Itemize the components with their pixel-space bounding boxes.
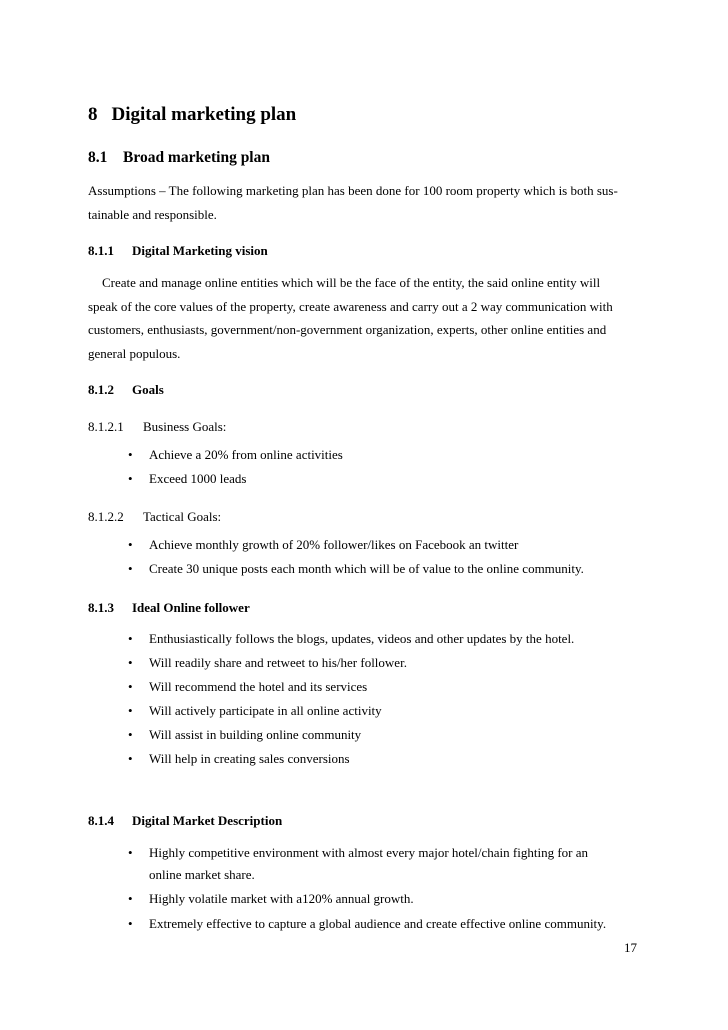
vision-line-1: Create and manage online entities which will be the face of the entity, the said online entity will [102,275,601,290]
section-heading-8-1-2 [88,382,164,398]
bullet-icon: • [128,916,133,931]
list-item: Enthusiastically follows the blogs, updates, videos and other updates by the hotel. [149,631,575,646]
bullet-icon: • [128,537,133,552]
page-number: 17 [624,940,637,955]
bullet-icon: • [128,727,133,742]
section-number: 8.1.1 [88,243,114,258]
vision-line-3: customers, enthusiasts, government/non-government organization, experts, other online entities and [88,322,607,337]
section-heading-8-1-3 [88,600,250,616]
list-item: Achieve monthly growth of 20% follower/likes on Facebook an twitter [149,537,519,552]
subsection-heading-8-1-2-2 [88,509,221,525]
bullet-icon: • [128,845,133,860]
bullet-icon: • [128,891,133,906]
bullet-icon: • [128,561,133,576]
section-number: 8.1.4 [88,813,114,828]
list-item: Create 30 unique posts each month which will be of value to the online community. [149,561,584,576]
subsection-title: Tactical Goals: [143,509,222,524]
section-number: 8.1 [88,149,108,166]
bullet-icon: • [128,447,133,462]
section-heading-8-1-1 [88,243,268,259]
section-title: Digital Marketing vision [132,243,268,258]
list-item: Will readily share and retweet to his/her follower. [149,655,407,670]
section-number: 8.1.2 [88,382,114,397]
bullet-icon: • [128,471,133,486]
chapter-title: Digital marketing plan [111,104,297,125]
chapter-heading [88,104,296,126]
bullet-icon: • [128,751,133,766]
list-item: Will help in creating sales conversions [149,751,350,766]
assumptions-line-1: Assumptions – The following marketing plan has been done for 100 room property which is both sus- [88,183,618,198]
subsection-title: Business Goals: [143,419,227,434]
bullet-icon: • [128,655,133,670]
list-item: Will recommend the hotel and its services [149,679,368,694]
subsection-number: 8.1.2.1 [88,419,124,434]
list-item: Extremely effective to capture a global audience and create effective online community. [149,916,607,931]
section-title: Broad marketing plan [123,149,270,166]
section-heading-8-1 [88,149,270,167]
vision-line-4: general populous. [88,346,181,361]
bullet-icon: • [128,679,133,694]
bullet-icon: • [128,631,133,646]
chapter-number: 8 [88,104,98,125]
bullet-icon: • [128,703,133,718]
subsection-number: 8.1.2.2 [88,509,124,524]
section-number: 8.1.3 [88,600,114,615]
subsection-heading-8-1-2-1 [88,419,226,435]
section-heading-8-1-4 [88,813,282,829]
section-title: Ideal Online follower [132,600,250,615]
list-item: Will actively participate in all online activity [149,703,382,718]
list-item: Will assist in building online community [149,727,362,742]
assumptions-line-2: tainable and responsible. [88,207,217,222]
list-item: Highly competitive environment with almost every major hotel/chain fighting for an [149,845,589,860]
vision-line-2: speak of the core values of the property, create awareness and carry out a 2 way communication with [88,299,613,314]
list-item-continuation: online market share. [149,867,255,882]
list-item: Exceed 1000 leads [149,471,247,486]
section-title: Digital Market Description [132,813,283,828]
section-title: Goals [132,382,164,397]
list-item: Achieve a 20% from online activities [149,447,343,462]
list-item: Highly volatile market with a120% annual growth. [149,891,414,906]
